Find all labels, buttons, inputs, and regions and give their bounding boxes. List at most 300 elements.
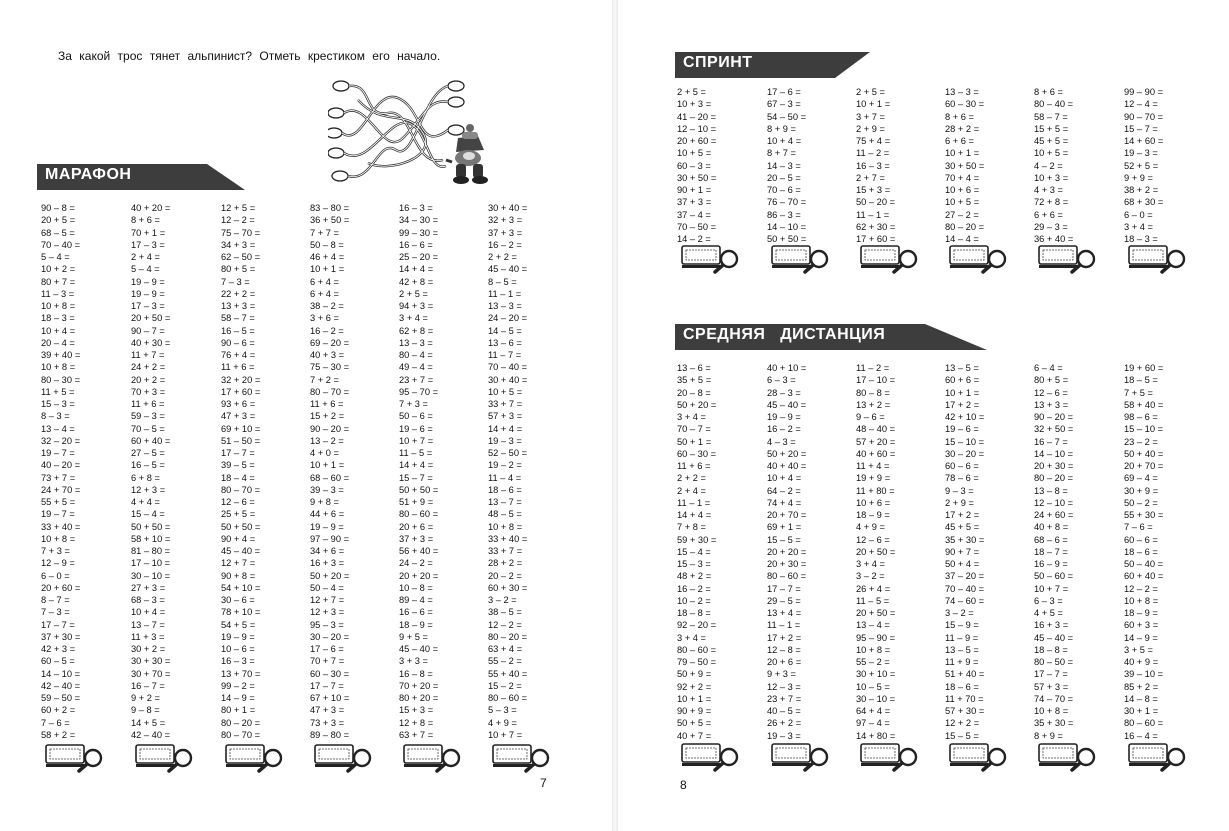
example-item: 50 + 50 = xyxy=(221,521,261,532)
example-item: 12 + 5 = xyxy=(221,203,256,213)
example-item: 45 – 40 = xyxy=(399,644,439,654)
example-item: 13 + 3 = xyxy=(1034,399,1069,410)
example-item: 79 – 50 = xyxy=(677,657,717,667)
example-item: 50 – 60 = xyxy=(1034,571,1074,582)
example-item: 42 + 10 = xyxy=(945,412,985,422)
example-item: 2 + 2 = xyxy=(677,473,706,484)
example-item: 55 – 2 = xyxy=(488,656,522,667)
example-item: 15 + 2 = xyxy=(310,411,345,422)
example-item: 10 + 7 = xyxy=(488,729,523,740)
example-item: 11 – 1 = xyxy=(856,209,890,220)
example-item: 40 + 8 = xyxy=(1034,522,1069,533)
example-item: 38 – 2 = xyxy=(310,301,344,311)
example-item: 13 – 6 = xyxy=(488,337,522,348)
example-item: 45 – 40 = xyxy=(488,264,528,275)
example-item: 50 – 4 = xyxy=(310,582,344,593)
example-item: 50 + 40 = xyxy=(1124,448,1164,459)
example-item: 30 – 20 = xyxy=(945,448,985,459)
example-item: 67 + 10 = xyxy=(310,693,350,703)
example-item: 10 + 4 = xyxy=(767,136,802,146)
example-item: 7 + 8 = xyxy=(677,522,706,533)
stopwatch-magnifier-icon xyxy=(771,243,831,275)
example-item: 13 + 70 = xyxy=(221,668,261,679)
example-item: 4 + 4 = xyxy=(131,497,160,507)
example-item: 8 + 6 = xyxy=(1034,87,1063,97)
example-item: 10 + 1 = xyxy=(677,693,712,704)
example-item: 10 + 5 = xyxy=(1034,148,1069,159)
example-item: 74 – 60 = xyxy=(945,595,985,606)
example-item: 3 + 6 = xyxy=(310,313,339,324)
example-item: 20 + 6 = xyxy=(767,657,802,667)
example-item: 15 + 3 = xyxy=(856,185,891,195)
example-item: 69 – 20 = xyxy=(310,337,350,348)
example-item: 10 + 7 = xyxy=(1034,583,1069,594)
example-item: 10 – 8 = xyxy=(399,582,433,593)
example-item: 19 – 3 = xyxy=(767,730,801,741)
example-item: 10 – 2 = xyxy=(677,595,711,606)
marathon-title: МАРАФОН xyxy=(45,166,132,183)
example-item: 16 – 4 = xyxy=(1124,730,1158,741)
example-item: 34 + 6 = xyxy=(310,546,345,556)
example-item: 27 + 3 = xyxy=(131,582,166,593)
example-item: 8 + 9 = xyxy=(1034,730,1063,741)
stopwatch-magnifier-icon xyxy=(681,243,741,275)
example-item: 80 – 60 = xyxy=(1124,718,1164,729)
example-item: 58 – 7 = xyxy=(221,313,255,324)
example-item: 15 – 9 = xyxy=(945,620,979,631)
example-item: 7 + 2 = xyxy=(310,374,339,385)
example-item: 16 – 7 = xyxy=(1034,436,1068,447)
example-item: 15 – 3 = xyxy=(677,559,711,569)
example-item: 60 – 5 = xyxy=(41,656,75,667)
example-item: 16 – 3 = xyxy=(856,160,890,171)
example-item: 15 – 7 = xyxy=(399,472,433,483)
middle-column-1 xyxy=(677,362,716,742)
example-item: 2 + 9 = xyxy=(856,123,885,134)
sprint-column-2 xyxy=(767,86,806,245)
example-item: 25 – 20 = xyxy=(399,252,439,262)
example-item: 2 + 2 = xyxy=(488,252,517,262)
sprint-title: СПРИНТ xyxy=(683,54,753,71)
example-item: 17 – 6 = xyxy=(767,87,801,97)
example-item: 90 – 8 = xyxy=(41,203,75,213)
example-item: 6 – 4 = xyxy=(1034,363,1063,373)
example-item: 12 – 6 = xyxy=(856,534,890,545)
example-item: 15 – 7 = xyxy=(1124,123,1158,134)
example-item: 12 + 2 = xyxy=(945,718,980,729)
example-item: 58 – 7 = xyxy=(1034,111,1068,122)
example-item: 12 – 8 = xyxy=(767,644,801,655)
example-item: 80 – 40 = xyxy=(1034,99,1074,110)
example-item: 80 – 60 = xyxy=(677,644,717,655)
example-item: 37 + 3 = xyxy=(677,197,712,208)
example-item: 90 – 20 = xyxy=(1034,412,1074,422)
maze-instruction: За какой трос тянет альпинист? Отметь крестиком его начало. xyxy=(58,49,441,63)
example-item: 59 + 30 = xyxy=(677,534,717,545)
example-item: 80 – 60 = xyxy=(767,571,807,582)
example-item: 6 + 8 = xyxy=(131,472,160,483)
example-item: 72 + 8 = xyxy=(1034,197,1069,208)
example-item: 24 + 2 = xyxy=(131,362,166,373)
example-item: 39 – 5 = xyxy=(221,460,255,471)
example-item: 13 – 8 = xyxy=(1034,485,1068,496)
example-item: 11 – 1 = xyxy=(677,497,711,508)
example-item: 19 – 2 = xyxy=(488,460,522,471)
example-item: 70 – 40 = xyxy=(41,239,81,250)
example-item: 60 + 40 = xyxy=(1124,571,1164,582)
example-item: 34 – 30 = xyxy=(399,215,439,226)
example-item: 41 – 20 = xyxy=(677,111,717,122)
example-item: 18 – 6 = xyxy=(488,484,522,495)
example-item: 50 – 6 = xyxy=(399,411,433,422)
sprint-banner xyxy=(675,52,870,78)
example-item: 80 – 20 = xyxy=(1034,473,1074,484)
example-item: 48 – 5 = xyxy=(488,509,522,520)
example-item: 57 + 3 = xyxy=(488,411,523,422)
example-item: 75 – 70 = xyxy=(221,227,261,238)
example-item: 7 – 3 = xyxy=(221,276,250,287)
example-item: 78 – 6 = xyxy=(945,473,979,484)
page-number-left: 7 xyxy=(540,776,547,790)
example-item: 97 – 4 = xyxy=(856,718,890,729)
example-item: 47 + 3 = xyxy=(310,705,345,716)
example-item: 3 – 2 = xyxy=(488,595,517,605)
example-item: 14 – 5 = xyxy=(488,325,522,336)
example-item: 11 – 1 = xyxy=(488,288,522,299)
example-item: 23 + 7 = xyxy=(399,374,434,385)
stopwatch-magnifier-icon xyxy=(860,741,920,773)
example-item: 42 – 40 = xyxy=(131,729,171,740)
example-item: 39 – 10 = xyxy=(1124,669,1164,680)
example-item: 11 – 1 = xyxy=(767,620,801,631)
example-item: 92 + 2 = xyxy=(677,681,712,692)
example-item: 58 + 10 = xyxy=(131,533,171,544)
example-item: 74 – 70 = xyxy=(1034,693,1074,704)
example-item: 60 – 30 = xyxy=(945,99,985,110)
example-item: 19 – 9 = xyxy=(131,276,165,287)
example-item: 37 – 4 = xyxy=(677,209,711,220)
example-item: 16 + 3 = xyxy=(1034,620,1069,631)
stopwatch-magnifier-icon xyxy=(225,742,285,774)
example-item: 28 + 2 = xyxy=(945,123,980,134)
stopwatch-magnifier-icon xyxy=(860,243,920,275)
example-item: 51 – 50 = xyxy=(221,435,261,446)
example-item: 51 + 9 = xyxy=(399,497,434,507)
example-item: 50 + 9 = xyxy=(677,669,712,680)
example-item: 99 – 90 = xyxy=(1124,87,1164,97)
example-item: 26 + 4 = xyxy=(856,583,891,594)
example-item: 94 + 3 = xyxy=(399,301,434,311)
example-item: 18 – 3 = xyxy=(41,313,75,324)
example-item: 18 – 9 = xyxy=(1124,608,1158,618)
example-item: 4 + 9 = xyxy=(856,522,885,533)
example-item: 4 + 0 = xyxy=(310,448,339,458)
example-item: 60 – 6 = xyxy=(1124,534,1158,545)
example-item: 18 – 5 = xyxy=(1124,375,1158,386)
example-item: 51 + 40 = xyxy=(945,669,985,680)
middle-distance-banner xyxy=(675,324,987,350)
example-item: 17 + 60 = xyxy=(856,234,896,244)
example-item: 95 – 90 = xyxy=(856,632,896,643)
example-item: 19 – 7 = xyxy=(41,509,75,520)
example-item: 50 + 20 = xyxy=(310,570,350,581)
example-item: 15 – 10 = xyxy=(945,436,985,447)
example-item: 29 – 3 = xyxy=(1034,221,1068,232)
example-item: 11 – 9 = xyxy=(945,632,979,643)
example-item: 20 + 70 = xyxy=(767,510,807,520)
example-item: 68 – 6 = xyxy=(1034,534,1068,545)
middle-distance-title: СРЕДНЯЯ ДИСТАНЦИЯ xyxy=(683,326,886,343)
example-item: 13 – 7 = xyxy=(131,619,165,630)
example-item: 35 + 5 = xyxy=(677,375,712,386)
example-item: 10 + 8 = xyxy=(41,533,76,544)
example-item: 11 + 6 = xyxy=(677,461,711,471)
example-item: 10 + 4 = xyxy=(131,607,166,618)
example-item: 18 – 4 = xyxy=(221,472,255,483)
example-item: 6 – 0 = xyxy=(41,570,70,581)
example-item: 24 – 2 = xyxy=(399,558,433,569)
example-item: 11 – 2 = xyxy=(856,148,890,159)
example-item: 7 + 7 = xyxy=(310,227,339,238)
example-item: 60 + 6 = xyxy=(945,375,980,386)
example-item: 32 + 20 = xyxy=(221,374,261,385)
example-item: 3 + 4 = xyxy=(677,412,706,422)
example-item: 42 + 3 = xyxy=(41,644,76,654)
example-item: 18 – 6 = xyxy=(1124,546,1158,557)
example-item: 89 – 80 = xyxy=(310,729,350,740)
example-item: 20 + 60 = xyxy=(677,136,717,146)
example-item: 30 – 10 = xyxy=(131,570,171,581)
example-item: 30 + 40 = xyxy=(488,203,528,213)
example-item: 13 – 6 = xyxy=(677,363,711,373)
example-item: 40 + 9 = xyxy=(1124,657,1159,667)
example-item: 36 + 50 = xyxy=(310,215,350,226)
example-item: 12 – 6 = xyxy=(221,497,255,507)
example-item: 83 – 80 = xyxy=(310,203,350,213)
example-item: 11 + 4 = xyxy=(856,461,890,471)
example-item: 10 – 6 = xyxy=(221,644,255,654)
example-item: 10 + 8 = xyxy=(41,362,76,373)
example-item: 6 – 3 = xyxy=(1034,595,1063,606)
example-item: 2 + 4 = xyxy=(131,252,160,262)
example-item: 19 – 3 = xyxy=(488,435,522,446)
example-item: 10 + 4 = xyxy=(41,325,76,336)
example-item: 17 – 3 = xyxy=(131,239,165,250)
example-item: 10 + 1 = xyxy=(856,99,891,110)
example-item: 14 – 9 = xyxy=(221,693,255,703)
example-item: 10 + 8 = xyxy=(856,644,891,655)
example-item: 58 + 2 = xyxy=(41,729,76,740)
example-item: 60 – 6 = xyxy=(945,461,979,471)
example-item: 20 + 20 = xyxy=(767,546,807,557)
example-item: 8 – 3 = xyxy=(41,411,70,422)
example-item: 13 – 3 = xyxy=(945,87,979,97)
example-item: 4 – 3 = xyxy=(767,436,796,447)
example-item: 10 + 1 = xyxy=(945,148,980,159)
example-item: 17 – 7 = xyxy=(41,619,75,630)
example-item: 98 – 6 = xyxy=(1124,412,1158,422)
example-item: 5 – 4 = xyxy=(131,264,160,275)
example-item: 4 + 5 = xyxy=(1034,608,1063,618)
example-item: 10 + 8 = xyxy=(41,301,76,311)
example-item: 15 – 10 = xyxy=(1124,424,1164,435)
example-item: 12 – 9 = xyxy=(41,558,75,569)
example-item: 12 + 7 = xyxy=(310,595,345,605)
example-item: 24 – 20 = xyxy=(488,313,528,324)
example-item: 30 + 2 = xyxy=(131,644,166,654)
example-item: 30 + 50 = xyxy=(945,160,985,171)
example-item: 32 + 50 = xyxy=(1034,424,1074,435)
example-item: 59 – 3 = xyxy=(131,411,165,422)
example-item: 48 + 2 = xyxy=(677,571,712,582)
example-item: 17 – 7 = xyxy=(767,583,801,594)
example-item: 92 – 20 = xyxy=(677,620,717,631)
example-item: 37 + 3 = xyxy=(399,533,434,544)
example-item: 80 – 70 = xyxy=(221,729,261,740)
example-item: 67 – 3 = xyxy=(767,99,801,110)
example-item: 10 + 6 = xyxy=(945,185,980,195)
example-item: 14 + 5 = xyxy=(131,717,166,728)
example-item: 22 + 2 = xyxy=(221,288,256,299)
stopwatch-magnifier-icon xyxy=(771,741,831,773)
example-item: 16 – 3 = xyxy=(399,203,433,213)
example-item: 60 + 40 = xyxy=(131,435,171,446)
example-item: 30 + 10 = xyxy=(856,669,896,680)
example-item: 37 + 30 = xyxy=(41,631,81,642)
example-item: 64 – 2 = xyxy=(767,485,801,496)
example-item: 68 – 5 = xyxy=(41,227,75,238)
stopwatch-magnifier-icon xyxy=(314,742,374,774)
example-item: 60 – 30 = xyxy=(677,448,717,459)
example-item: 73 + 3 = xyxy=(310,717,345,728)
example-item: 12 + 3 = xyxy=(310,607,345,618)
example-item: 90 + 8 = xyxy=(221,570,256,581)
example-item: 30 + 9 = xyxy=(1124,485,1159,496)
example-item: 15 – 2 = xyxy=(488,680,522,691)
example-item: 2 + 7 = xyxy=(856,172,885,183)
marathon-column-5 xyxy=(399,202,438,741)
example-item: 6 + 4 = xyxy=(310,276,339,287)
example-item: 12 – 6 = xyxy=(1034,387,1068,398)
example-item: 9 – 6 = xyxy=(856,412,885,422)
example-item: 40 – 5 = xyxy=(767,706,801,716)
example-item: 9 + 9 = xyxy=(1124,172,1153,183)
example-item: 11 – 2 = xyxy=(856,363,890,373)
example-item: 10 + 1 = xyxy=(945,387,980,398)
example-item: 11 + 80 = xyxy=(856,485,895,496)
example-item: 10 + 1 = xyxy=(310,460,345,471)
example-item: 15 – 3 = xyxy=(41,399,75,409)
example-item: 3 + 4 = xyxy=(856,559,885,569)
example-item: 8 + 6 = xyxy=(945,111,974,122)
example-item: 18 – 3 = xyxy=(1124,234,1158,244)
example-item: 60 + 30 = xyxy=(488,582,528,593)
example-item: 50 – 40 = xyxy=(1124,559,1164,569)
example-item: 70 – 5 = xyxy=(131,423,165,434)
example-item: 12 – 3 = xyxy=(767,681,801,692)
example-item: 13 – 5 = xyxy=(945,644,979,655)
example-item: 24 + 70 = xyxy=(41,484,81,495)
example-item: 90 + 1 = xyxy=(677,185,712,195)
example-item: 18 – 9 = xyxy=(856,510,890,520)
example-item: 13 + 3 = xyxy=(221,301,256,311)
example-item: 12 – 2 = xyxy=(488,619,522,630)
example-item: 78 + 10 = xyxy=(221,607,261,618)
example-item: 19 – 9 = xyxy=(310,521,344,532)
example-item: 8 – 5 = xyxy=(488,276,517,287)
example-item: 11 + 7 = xyxy=(131,350,165,360)
example-item: 18 – 8 = xyxy=(677,608,711,618)
example-item: 57 + 30 = xyxy=(945,706,985,716)
example-item: 54 + 10 = xyxy=(221,582,261,593)
example-item: 8 + 9 = xyxy=(767,123,796,134)
example-item: 47 + 3 = xyxy=(221,411,256,422)
example-item: 69 + 10 = xyxy=(221,423,261,434)
example-item: 2 + 9 = xyxy=(945,497,974,508)
example-item: 32 + 3 = xyxy=(488,215,523,226)
example-item: 50 – 2 = xyxy=(1124,497,1158,508)
marathon-column-3 xyxy=(221,202,260,741)
example-item: 18 – 8 = xyxy=(1034,644,1068,655)
example-item: 14 + 60 = xyxy=(1124,136,1164,146)
example-item: 6 – 3 = xyxy=(767,375,796,386)
example-item: 14 – 3 = xyxy=(767,160,801,171)
stopwatch-magnifier-icon xyxy=(1128,741,1188,773)
example-item: 19 – 9 = xyxy=(131,288,165,299)
example-item: 85 + 2 = xyxy=(1124,681,1159,692)
example-item: 11 + 6 = xyxy=(221,362,255,373)
stopwatch-magnifier-icon xyxy=(1038,741,1098,773)
example-item: 80 – 60 = xyxy=(399,509,439,520)
example-item: 17 – 10 = xyxy=(856,375,896,386)
marathon-column-6 xyxy=(488,202,527,741)
example-item: 80 – 4 = xyxy=(399,350,433,360)
example-item: 3 + 7 = xyxy=(856,111,885,122)
example-item: 7 + 5 = xyxy=(1124,387,1153,398)
example-item: 40 + 30 = xyxy=(131,337,171,348)
example-item: 3 + 4 = xyxy=(677,632,706,643)
example-item: 6 + 6 = xyxy=(1034,209,1063,220)
example-item: 13 + 4 = xyxy=(767,608,802,618)
example-item: 75 – 30 = xyxy=(310,362,350,373)
example-item: 64 + 4 = xyxy=(856,706,891,716)
example-item: 10 + 6 = xyxy=(856,497,891,508)
example-item: 4 + 9 = xyxy=(488,717,517,728)
example-item: 63 + 7 = xyxy=(399,729,434,740)
example-item: 33 + 7 = xyxy=(488,546,523,556)
example-item: 14 + 4 = xyxy=(488,423,523,434)
sprint-column-1 xyxy=(677,86,716,245)
example-item: 35 + 30 = xyxy=(1034,718,1074,729)
middle-column-4 xyxy=(945,362,984,742)
example-item: 60 + 3 = xyxy=(1124,620,1159,631)
example-item: 90 + 7 = xyxy=(945,546,980,557)
example-item: 80 – 60 = xyxy=(488,693,528,703)
example-item: 27 – 5 = xyxy=(131,448,165,458)
stopwatch-magnifier-icon xyxy=(1128,243,1188,275)
example-item: 13 – 3 = xyxy=(488,301,522,311)
middle-column-6 xyxy=(1124,362,1163,742)
example-item: 40 + 60 = xyxy=(856,448,896,459)
example-item: 15 – 4 = xyxy=(677,546,711,557)
example-item: 14 + 80 = xyxy=(856,730,896,741)
example-item: 76 – 70 = xyxy=(767,197,807,208)
example-item: 7 – 3 = xyxy=(41,607,70,618)
example-item: 39 – 3 = xyxy=(310,484,344,495)
example-item: 80 + 1 = xyxy=(221,705,256,716)
example-item: 30 + 50 = xyxy=(677,172,717,183)
example-item: 28 + 2 = xyxy=(488,558,523,569)
